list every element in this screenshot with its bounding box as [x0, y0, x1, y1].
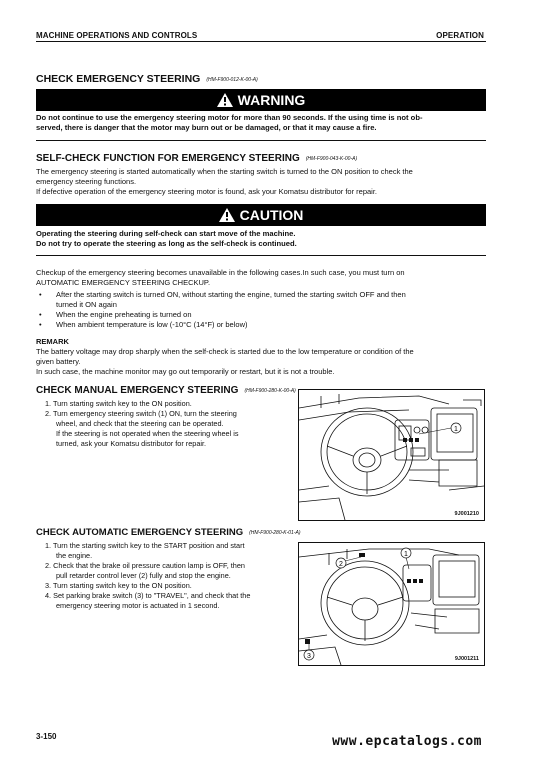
section-heading-manual-steering [36, 385, 296, 396]
section-heading-check-emergency-steering [36, 73, 258, 85]
section-heading-automatic-steering [36, 527, 301, 538]
caution-line-1: Operating the steering during self-check can start move of the machine. [36, 229, 296, 238]
self-check-line-3: If defective operation of the emergency steering motor is found, ask your Komatsu distributor for repair. [36, 187, 378, 196]
remark-paragraph [36, 347, 488, 377]
remark-line-1: The battery voltage may drop sharply when the self-check is started due to the low temperature or condition of the [36, 347, 414, 356]
header-rule [36, 41, 486, 42]
list-item-continuation: pull retarder control lever (2) fully and stop the engine. [56, 571, 231, 580]
bullet-text: When the engine preheating is turned on [56, 310, 192, 319]
caution-banner [36, 204, 486, 226]
list-item-continuation: the engine. [56, 551, 93, 560]
running-header-right: OPERATION [436, 31, 484, 40]
list-item-continuation: turned, ask your Komatsu distributor for repair. [56, 439, 207, 448]
callout-1-text: 1 [454, 426, 458, 433]
bullet-icon: • [39, 320, 42, 329]
caution-label: CAUTION [239, 207, 304, 223]
steering-dash-illustration [299, 390, 484, 520]
warning-banner [36, 89, 486, 111]
warning-line-2: served, there is danger that the motor may burn out or be damaged, or that it may cause a fire. [36, 123, 377, 132]
warning-rule [36, 140, 486, 141]
warning-label: WARNING [237, 92, 306, 108]
cab-controls-illustration [299, 543, 484, 665]
list-item: 2. Check that the brake oil pressure caution lamp is OFF, then [45, 561, 245, 570]
list-item-continuation: If the steering is not operated when the steering wheel is [56, 429, 239, 438]
remark-line-3: In such case, the machine monitor may go out temporarily or restart, but it is not a trouble. [36, 367, 335, 376]
caution-text [36, 229, 488, 249]
list-item: 2. Turn emergency steering switch (1) ON, turn the steering [45, 409, 237, 418]
list-item [39, 320, 488, 330]
checkup-bullet-list [39, 290, 488, 330]
bullet-text-line-2: turned it ON again [56, 300, 117, 309]
watermark-url[interactable]: www.epcatalogs.com [332, 734, 482, 749]
list-item: 3. Turn starting switch key to the ON position. [45, 581, 192, 590]
remark-line-2: given battery. [36, 357, 81, 366]
figure-code: 9J001210 [454, 511, 479, 517]
remark-title: REMARK [36, 337, 69, 346]
self-check-line-1: The emergency steering is started automatically when the starting switch is turned to the ON position to check the [36, 167, 413, 176]
list-item: 1. Turn the starting switch key to the START position and start [45, 541, 245, 550]
checkup-line-2: AUTOMATIC EMERGENCY STEERING CHECKUP. [36, 278, 211, 287]
manual-steps-list [45, 399, 290, 449]
figure-automatic-steering [298, 542, 485, 666]
bullet-icon: • [39, 290, 42, 299]
warning-line-1: Do not continue to use the emergency steering motor for more than 90 seconds. If the using time is not ob- [36, 113, 423, 122]
bullet-icon: • [39, 310, 42, 319]
section-code: (HM-F900-043-K-00-A) [305, 156, 358, 162]
section-code: (HM-F900-012-K-00-A) [206, 77, 258, 83]
automatic-steps-list [45, 541, 300, 611]
section-title: CHECK MANUAL EMERGENCY STEERING [36, 385, 239, 396]
checkup-line-1: Checkup of the emergency steering becomes unavailable in the following cases.In such case, you must turn on [36, 268, 405, 277]
section-title: SELF-CHECK FUNCTION FOR EMERGENCY STEERING [36, 153, 300, 164]
list-item: 1. Turn starting switch key to the ON position. [45, 399, 192, 408]
callout-1-text: 1 [404, 551, 408, 558]
callout-3-text: 3 [307, 653, 311, 660]
list-item: 4. Set parking brake switch (3) to "TRAVEL", and check that the [45, 591, 251, 600]
section-title: CHECK AUTOMATIC EMERGENCY STEERING [36, 527, 244, 538]
bullet-text: When ambient temperature is low (-10°C (14°F) or below) [56, 320, 248, 329]
page-number: 3-150 [36, 732, 57, 741]
list-item-continuation: emergency steering motor is actuated in 1 second. [56, 601, 220, 610]
section-heading-self-check [36, 153, 357, 164]
caution-icon [219, 208, 235, 222]
list-item [39, 290, 488, 310]
figure-code: 9J001211 [454, 656, 479, 662]
caution-rule [36, 255, 486, 256]
bullet-text-line-1: After the starting switch is turned ON, without starting the engine, turned the starting switch OFF and then [56, 290, 406, 299]
running-header-left: MACHINE OPERATIONS AND CONTROLS [36, 31, 198, 40]
checkup-paragraph [36, 268, 488, 288]
warning-icon [217, 93, 233, 107]
caution-line-2: Do not try to operate the steering as long as the self-check is continued. [36, 239, 297, 248]
list-item-continuation: wheel, and check that the steering can be operated. [56, 419, 224, 428]
section-code: (HM-F900-280-K-00-A) [244, 388, 296, 394]
figure-manual-steering [298, 389, 485, 521]
warning-text [36, 113, 488, 133]
self-check-line-2: emergency steering functions. [36, 177, 137, 186]
callout-2-text: 2 [339, 561, 343, 568]
section-title: CHECK EMERGENCY STEERING [36, 73, 201, 85]
list-item [39, 310, 488, 320]
section-code: (HM-F900-280-K-01-A) [249, 530, 301, 536]
self-check-paragraph [36, 167, 488, 197]
